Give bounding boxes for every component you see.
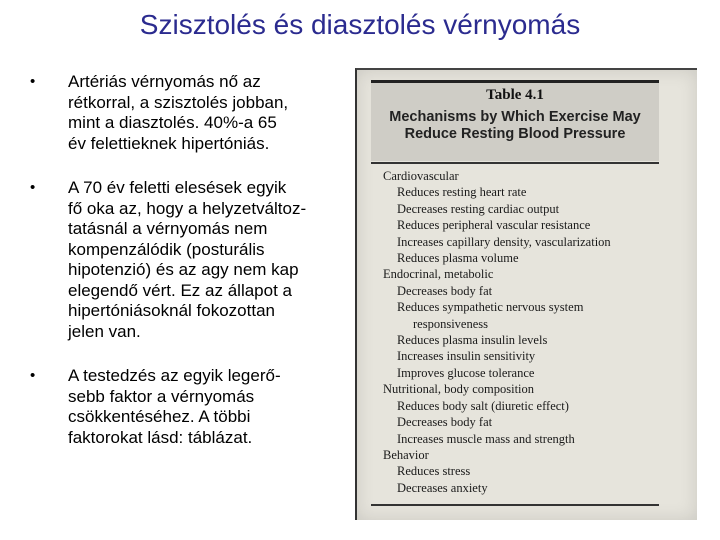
bullet-dot: • [30,73,36,90]
table-bottom-rule [371,504,659,506]
table-rule [371,162,659,164]
table-body [383,168,673,496]
bullet-item [30,366,360,448]
bullet-list [30,72,360,472]
table-item: Decreases resting cardiac output [397,201,560,216]
table-item: Reduces body salt (diuretic effect) [397,398,569,413]
bullet-text: Artériás vérnyomás nő az rétkorral, a szisztolés jobban, mint a diasztolés. 40%-a 65 év felettieknek hipertóniás. [68,72,289,153]
table-item: responsiveness [413,316,488,331]
bullet-dot: • [30,367,36,384]
bullet-dot: • [30,179,36,196]
slide-title: Szisztolés és diasztolés vérnyomás [139,9,581,40]
table-scan [355,68,697,520]
table-header [371,80,659,161]
table-item: Reduces sympathetic nervous system [397,300,584,315]
bullet-item [30,178,360,342]
table-category: Endocrinal, metabolic [383,267,494,282]
table-item: Reduces plasma volume [397,251,519,266]
table-item: Reduces plasma insulin levels [397,333,548,348]
table-item: Decreases anxiety [397,480,488,495]
table-item: Reduces resting heart rate [397,185,527,200]
table-item: Reduces peripheral vascular resistance [397,218,591,233]
bullet-item [30,72,360,154]
table-number: Table 4.1 [486,87,544,103]
bullet-text: A testedzés az egyik legerő- sebb faktor a vérnyomás csökkentéséhez. A többi faktorokat lásd: táblázat. [68,366,281,447]
table-item: Reduces stress [397,464,471,479]
table-title: Mechanisms by Which Exercise May Reduce Resting Blood Pressure [389,109,641,142]
table-item: Improves glucose tolerance [397,365,535,380]
table-item: Increases muscle mass and strength [397,431,575,446]
table-category: Nutritional, body composition [383,382,535,397]
table-category: Behavior [383,447,429,462]
table-item: Decreases body fat [397,415,493,430]
table-item: Decreases body fat [397,283,493,298]
table-category: Cardiovascular [383,169,459,183]
table-item: Increases capillary density, vascularization [397,234,611,249]
table-item: Increases insulin sensitivity [397,349,536,364]
bullet-text: A 70 év feletti elesések egyik fő oka az, hogy a helyzetváltoz- tatásnál a vérnyomás nem kompenzálódik (posturális hipotenzió) és az agy nem kap elegendő vért. Ez az állapot a hipertóniásoknál fokozottan jelen van. [68,178,307,341]
